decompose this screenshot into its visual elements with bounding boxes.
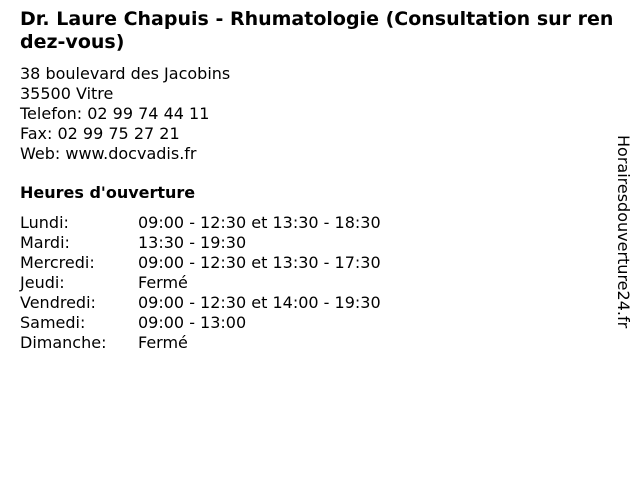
fax-number: Fax: 02 99 75 27 21 — [20, 124, 180, 143]
day-label: Jeudi: — [20, 273, 65, 292]
day-label: Mardi: — [20, 233, 70, 252]
site-watermark: Horairesdouverture24.fr — [614, 135, 633, 329]
address-block — [20, 64, 230, 164]
day-label: Lundi: — [20, 213, 69, 232]
day-label: Vendredi: — [20, 293, 96, 312]
day-label: Mercredi: — [20, 253, 95, 272]
day-hours: 09:00 - 12:30 et 13:30 - 18:30 — [138, 213, 381, 232]
day-hours: 09:00 - 13:00 — [138, 313, 247, 332]
day-hours: 09:00 - 12:30 et 13:30 - 17:30 — [138, 253, 381, 272]
day-label: Samedi: — [20, 313, 86, 332]
day-hours: Fermé — [138, 333, 188, 352]
phone-number: Telefon: 02 99 74 44 11 — [20, 104, 210, 123]
opening-hours-heading: Heures d'ouverture — [20, 183, 196, 202]
day-hours: 13:30 - 19:30 — [138, 233, 247, 252]
page-title: Dr. Laure Chapuis - Rhumatologie (Consultation sur rendez-vous) — [20, 8, 614, 53]
day-hours: 09:00 - 12:30 et 14:00 - 19:30 — [138, 293, 381, 312]
city-postcode: 35500 Vitre — [20, 84, 114, 103]
street-address: 38 boulevard des Jacobins — [20, 64, 231, 83]
day-label: Dimanche: — [20, 333, 107, 352]
website: Web: www.docvadis.fr — [20, 144, 197, 163]
day-hours: Fermé — [138, 273, 188, 292]
